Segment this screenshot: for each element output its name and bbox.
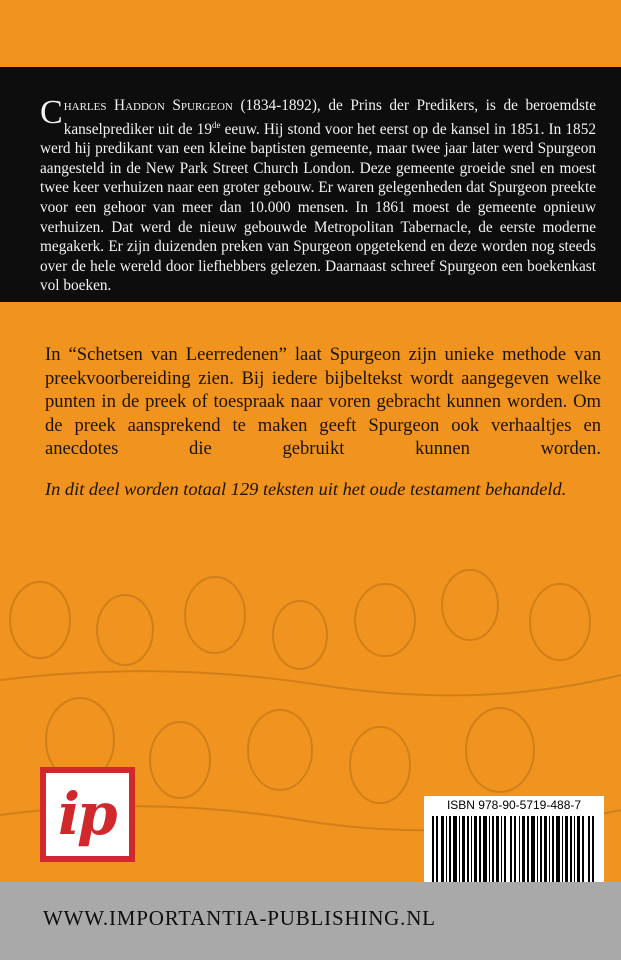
bio-line1: (1834-1892), de Prins der Predikers, is de beroemdste kanselprediker uit de 19	[63, 97, 596, 138]
biography-text	[40, 96, 596, 296]
author-name: harles Haddon Spurgeon	[63, 97, 233, 114]
publisher-logo	[40, 767, 135, 862]
publisher-url[interactable]: WWW.IMPORTANTIA-PUBLISHING.NL	[43, 906, 436, 930]
intro-paragraph	[45, 343, 601, 461]
bio-superscript: de	[212, 119, 221, 130]
logo-text: ip	[58, 780, 115, 848]
logo-inner	[46, 773, 129, 856]
isbn-number: ISBN 978-90-5719-488-7	[446, 798, 582, 812]
dropcap: C	[40, 94, 63, 131]
intro-last-line: Spurgeon ook verhaaltjes en anecdotes die gebruikt kunnen worden.	[45, 414, 602, 459]
volume-note: In dit deel worden totaal 129 teksten uit het oude testament behandeld.	[45, 479, 567, 499]
bio-rest: eeuw. Hij stond voor het eerst op de kansel in 1851. In 1852 werd hij predikant van een kleine baptisten gemeente, maar twee jaar later werd Spurgeon aangesteld in de New Park Street Church London. Deze gemeente groeide snel en moest twee keer verhuizen naar een groter gebouw. Er waren gelegenheden dat Spurgeon preekte voor een gehoor van meer dan 10.000 mensen. In 1861 moest de gemeente opnieuw verhuizen. Dat werd de nieuw gebouwde Metropolitan Tabernacle, de eerste moderne megakerk. Er zijn duizenden preken van Spurgeon opgetekend en deze worden nog steeds over de hele wereld door liefhebbers gelezen. Daarnaast schreef Spurgeon een boekenkast vol boeken.	[40, 120, 596, 295]
intro-body: In “Schetsen van Leerredenen” laat Spurgeon zijn unieke methode van preekvoorbereiding zien. Bij iedere bijbeltekst wordt aangegeven welke punten in de preek of toespraak naar voren gebracht kunnen worden. Om de preek aansprekend te maken geeft	[45, 344, 601, 436]
